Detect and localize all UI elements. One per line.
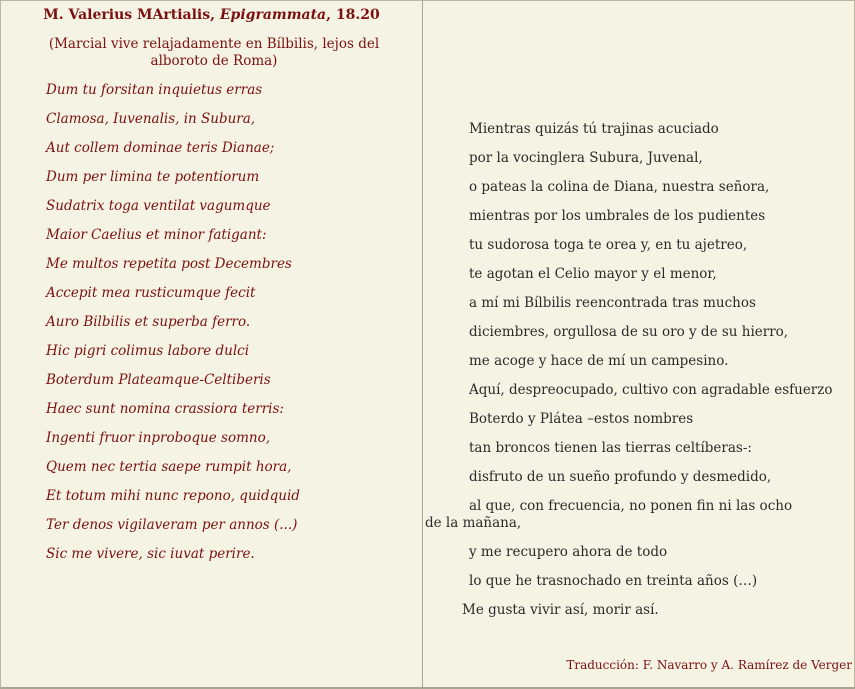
latin-line: Sudatrix toga ventilat vagumque [46,198,271,214]
spanish-line: te agotan el Celio mayor y el menor, [469,266,717,282]
spanish-line: mientras por los umbrales de los pudientes [469,208,766,224]
title-work: Epigrammata [219,7,327,23]
spanish-line-wrapped: al que, con frecuencia, no ponen fin ni las ocho de la mañana, [425,498,793,531]
spanish-line: me acoge y hace de mí un campesino. [469,353,729,369]
latin-line: Ter denos vigilaveram per annos (...) [46,517,298,533]
latin-line: Clamosa, Iuvenalis, in Subura, [46,111,256,127]
latin-line: Aut collem dominae teris Dianae; [46,140,275,156]
latin-line: Maior Caelius et minor fatigant: [46,227,267,243]
spanish-line: y me recupero ahora de todo [469,544,668,560]
spanish-line: por la vocinglera Subura, Juvenal, [469,150,703,166]
latin-line: Dum per limina te potentiorum [46,169,260,185]
latin-line: Ingenti fruor inproboque somno, [46,430,270,446]
latin-column [1,1,423,687]
latin-line: Quem nec tertia saepe rumpit hora, [46,459,292,475]
title-author: M. Valerius MArtialis, [43,7,220,23]
title-ref: , 18.20 [326,7,380,23]
latin-line: Me multos repetita post Decembres [46,256,292,272]
spanish-line: Aquí, despreocupado, cultivo con agradable esfuerzo [469,382,833,398]
latin-line: Hic pigri colimus labore dulci [46,343,250,359]
spanish-line: disfruto de un sueño profundo y desmedido, [469,469,772,485]
spanish-line: lo que he trasnochado en treinta años (…) [469,573,758,589]
spanish-column [423,1,854,687]
spanish-line: a mí mi Bílbilis reencontrada tras muchos [469,295,756,311]
translation-credit: Traducción: F. Navarro y A. Ramírez de Verger [566,658,852,672]
latin-line: Haec sunt nomina crassiora terris: [46,401,284,417]
latin-line: Sic me vivere, sic iuvat perire. [46,546,255,562]
latin-line: Et totum mihi nunc repono, quidquid [46,488,300,504]
latin-line: Auro Bilbilis et superba ferro. [46,314,251,330]
subtitle: (Marcial vive relajadamente en Bílbilis, lejos del alboroto de Roma) [48,36,380,69]
spanish-line: Boterdo y Plátea –estos nombres [469,411,694,427]
latin-line: Accepit mea rusticumque fecit [46,285,256,301]
spanish-line: tu sudorosa toga te orea y, en tu ajetreo, [469,237,748,253]
latin-line: Boterdum Plateamque-Celtiberis [46,372,271,388]
spanish-line: Mientras quizás tú trajinas acuciado [469,121,719,137]
spanish-line: tan broncos tienen las tierras celtíberas-: [469,440,752,456]
spanish-line: diciembres, orgullosa de su oro y de su hierro, [469,324,789,340]
spanish-line: o pateas la colina de Diana, nuestra señora, [469,179,770,195]
latin-line: Dum tu forsitan inquietus erras [46,82,263,98]
spanish-last-line: Me gusta vivir así, morir así. [462,602,659,618]
page-title [1,7,422,23]
